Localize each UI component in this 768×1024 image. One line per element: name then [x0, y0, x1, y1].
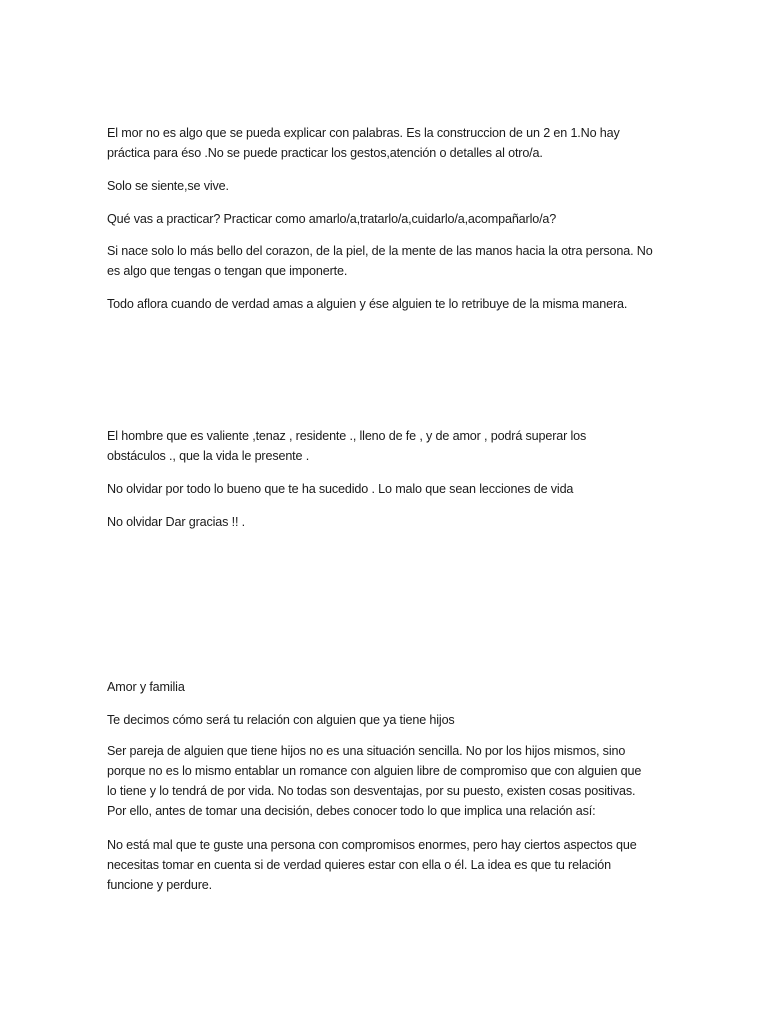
text-line: Ser pareja de alguien que tiene hijos no es una situación sencilla. No por los hijos mismos, sino: [107, 744, 626, 758]
text-line: necesitas tomar en cuenta si de verdad quieres estar con ella o él. La idea es que tu relación: [107, 858, 611, 872]
paragraph-feel-live: [107, 176, 667, 196]
text-line: Qué vas a practicar? Practicar como amarlo/a,tratarlo/a,cuidarlo/a,acompañarlo/a?: [107, 212, 557, 226]
text-line: práctica para éso .No se puede practicar los gestos,atención o detalles al otro/a.: [107, 146, 543, 160]
paragraph-give-thanks: [107, 512, 667, 532]
paragraph-everything-flows: [107, 294, 667, 314]
text-line: obstáculos ., que la vida le presente .: [107, 449, 310, 463]
text-line: El hombre que es valiente ,tenaz , residente ., lleno de fe , y de amor , podrá superar los: [107, 429, 587, 443]
paragraph-from-the-heart: [107, 241, 667, 281]
text-line: No olvidar por todo lo bueno que te ha sucedido . Lo malo que sean lecciones de vida: [107, 482, 574, 496]
section-title-love-family: [107, 677, 667, 697]
text-line: Todo aflora cuando de verdad amas a alguien y ése alguien te lo retribuye de la misma manera.: [107, 297, 628, 311]
text-line: No olvidar Dar gracias !! .: [107, 515, 246, 529]
paragraph-dont-forget-good: [107, 479, 667, 499]
text-line: porque no es lo mismo entablar un romance con alguien libre de compromiso que con alguien que: [107, 764, 642, 778]
text-line: Solo se siente,se vive.: [107, 179, 229, 193]
paragraph-love-definition: [107, 123, 667, 163]
paragraph-practice-question: [107, 209, 667, 229]
section-subtitle-relationship: [107, 710, 667, 730]
text-line: Si nace solo lo más bello del corazon, de la piel, de la mente de las manos hacia la otra persona. No: [107, 244, 653, 258]
text-line: es algo que tengas o tengan que imponerte.: [107, 264, 348, 278]
text-line: funcione y perdure.: [107, 878, 212, 892]
paragraph-brave-man: [107, 426, 667, 466]
paragraph-partner-with-kids: [107, 741, 667, 821]
paragraph-not-wrong: [107, 835, 667, 895]
text-line: Amor y familia: [107, 680, 185, 694]
text-line: Te decimos cómo será tu relación con alguien que ya tiene hijos: [107, 713, 455, 727]
text-line: No está mal que te guste una persona con compromisos enormes, pero hay ciertos aspectos que: [107, 838, 637, 852]
text-line: El mor no es algo que se pueda explicar con palabras. Es la construccion de un 2 en 1.No hay: [107, 126, 620, 140]
text-line: Por ello, antes de tomar una decisión, debes conocer todo lo que implica una relación así:: [107, 804, 596, 818]
text-line: lo tiene y lo tendrá de por vida. No todas son desventajas, por su puesto, existen cosas positivas.: [107, 784, 636, 798]
